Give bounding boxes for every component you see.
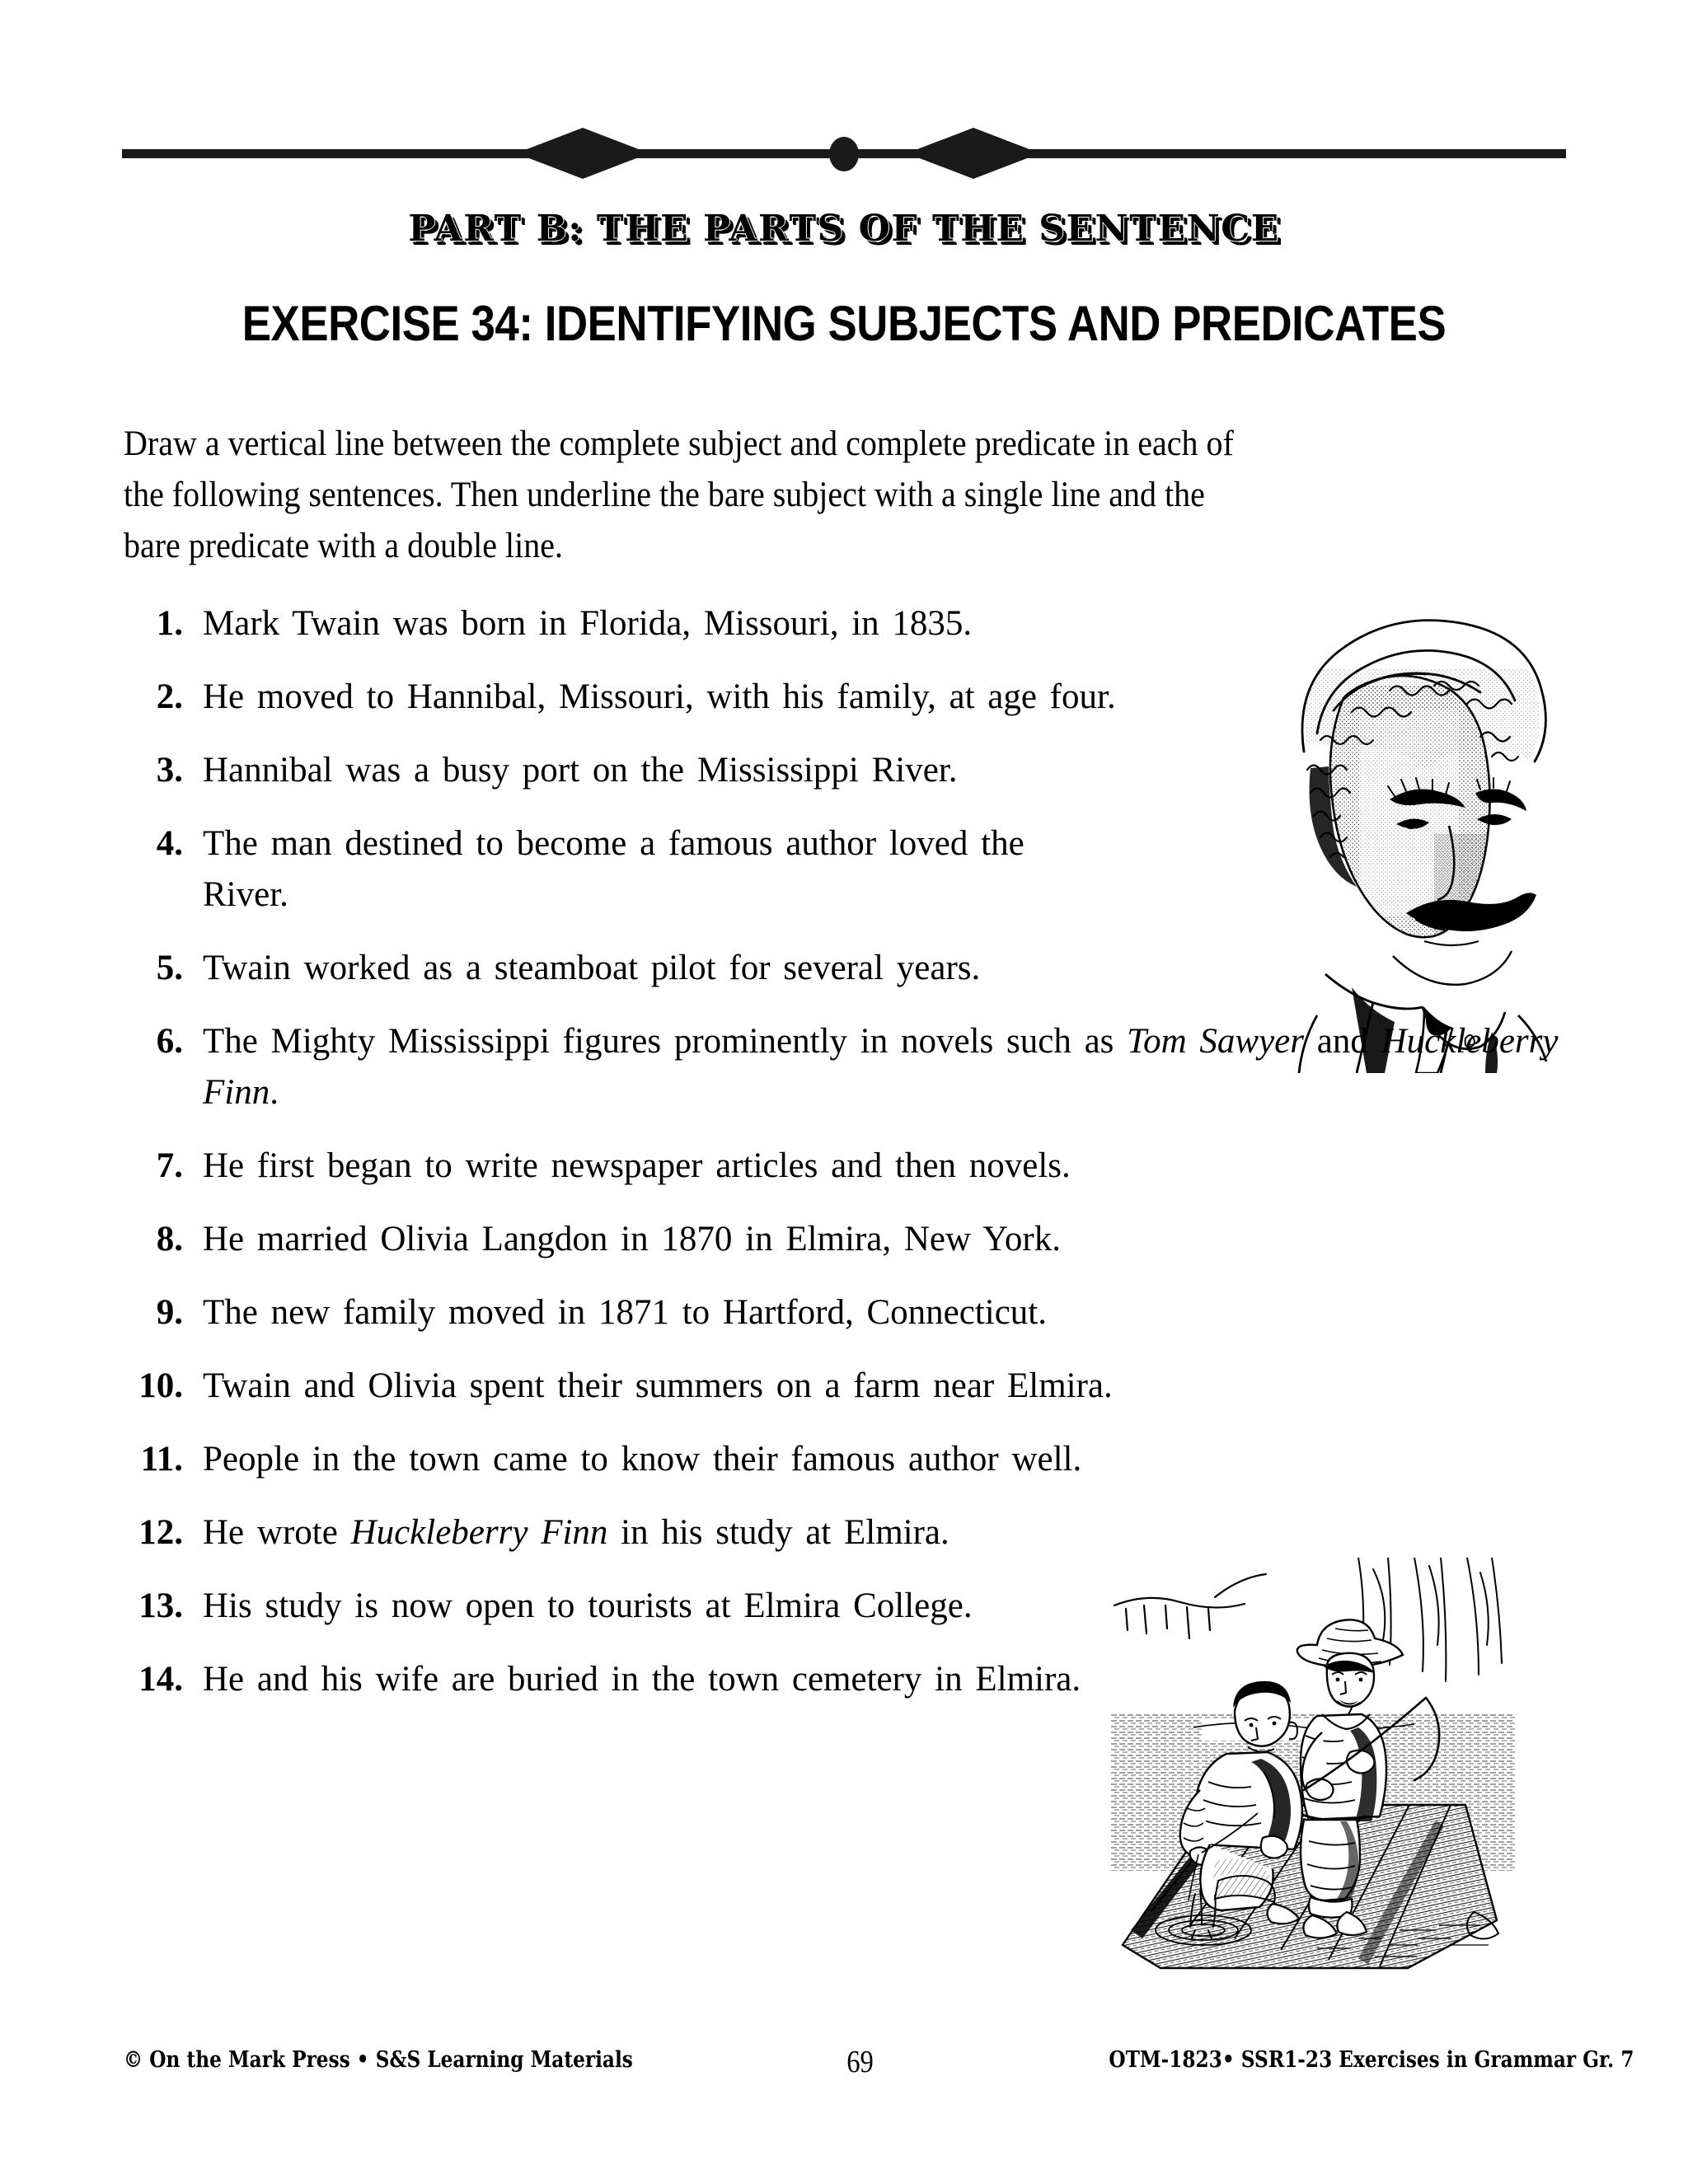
list-item bbox=[124, 672, 1574, 723]
item-number: 8. bbox=[156, 1220, 183, 1258]
ornament-center-dot-icon bbox=[829, 137, 859, 171]
item-number: 1. bbox=[156, 604, 183, 643]
item-text[interactable]: People in the town came to know their famous author well. bbox=[203, 1440, 1082, 1479]
instructions-paragraph: Draw a vertical line between the complete subject and complete predicate in each of the following sentences. Then underline the bare subject with a single line and the bare predicate with a double line. bbox=[124, 424, 1234, 565]
list-item bbox=[124, 1141, 1574, 1192]
item-text[interactable]: The man destined to become a famous author loved the River. bbox=[203, 824, 1025, 914]
item-text[interactable]: Twain worked as a steamboat pilot for several years. bbox=[203, 949, 981, 987]
item-number: 4. bbox=[156, 824, 183, 863]
part-heading: PART B: THE PARTS OF THE SENTENCE bbox=[408, 208, 1280, 250]
item-text[interactable]: Twain and Olivia spent their summers on a farm near Elmira. bbox=[203, 1366, 1113, 1405]
item-text[interactable]: He wrote Huckleberry Finn in his study at Elmira. bbox=[203, 1513, 950, 1552]
item-number: 9. bbox=[156, 1293, 183, 1332]
item-number: 6. bbox=[156, 1022, 183, 1061]
footer-product-code: OTM-1823• SSR1-23 Exercises in Grammar Gr. 7 bbox=[1109, 2047, 1634, 2073]
list-item bbox=[124, 745, 1574, 796]
item-text[interactable]: He and his wife are buried in the town cemetery in Elmira. bbox=[203, 1660, 1081, 1699]
list-item bbox=[124, 1287, 1574, 1338]
item-text[interactable]: His study is now open to tourists at Elmira College. bbox=[203, 1586, 973, 1625]
item-number: 14. bbox=[138, 1660, 183, 1699]
list-item bbox=[124, 1507, 1574, 1558]
item-text[interactable]: He married Olivia Langdon in 1870 in Elmira, New York. bbox=[203, 1220, 1061, 1258]
list-item bbox=[124, 1016, 1574, 1118]
page-number: 69 bbox=[846, 2045, 874, 2079]
exercise-item-list bbox=[124, 598, 1574, 1705]
list-item bbox=[124, 1214, 1574, 1265]
exercise-heading: EXERCISE 34: IDENTIFYING SUBJECTS AND PREDICATES bbox=[241, 296, 1447, 351]
item-number: 13. bbox=[138, 1586, 183, 1625]
item-text[interactable]: He moved to Hannibal, Missouri, with his family, at age four. bbox=[203, 677, 1116, 716]
list-item bbox=[124, 1361, 1574, 1412]
top-ornament-rule bbox=[122, 124, 1566, 183]
item-number: 11. bbox=[140, 1440, 183, 1479]
list-item bbox=[124, 943, 1574, 994]
item-text[interactable]: Mark Twain was born in Florida, Missouri, in 1835. bbox=[203, 604, 973, 643]
page-footer bbox=[124, 2045, 1634, 2088]
list-item bbox=[124, 598, 1574, 649]
item-text[interactable]: The new family moved in 1871 to Hartford, Connecticut. bbox=[203, 1293, 1047, 1332]
boys-on-raft-image bbox=[1111, 1558, 1515, 1970]
ornament-diamond-left-icon bbox=[516, 128, 649, 179]
item-number: 3. bbox=[156, 751, 183, 790]
item-text[interactable]: He first began to write newspaper articles and then novels. bbox=[203, 1146, 1071, 1185]
item-number: 2. bbox=[156, 677, 183, 716]
item-number: 10. bbox=[138, 1366, 183, 1405]
item-number: 5. bbox=[156, 949, 183, 987]
item-text[interactable]: Hannibal was a busy port on the Mississippi River. bbox=[203, 751, 958, 790]
list-item bbox=[124, 1434, 1574, 1485]
item-number: 7. bbox=[156, 1146, 183, 1185]
ornament-diamond-right-icon bbox=[907, 128, 1040, 179]
list-item bbox=[124, 818, 1574, 921]
item-number: 12. bbox=[138, 1513, 183, 1552]
footer-copyright: © On the Mark Press • S&S Learning Materials bbox=[124, 2047, 633, 2073]
item-text[interactable]: The Mighty Mississippi figures prominently in novels such as Tom Sawyer and Huckleberry Finn. bbox=[203, 1022, 1559, 1112]
